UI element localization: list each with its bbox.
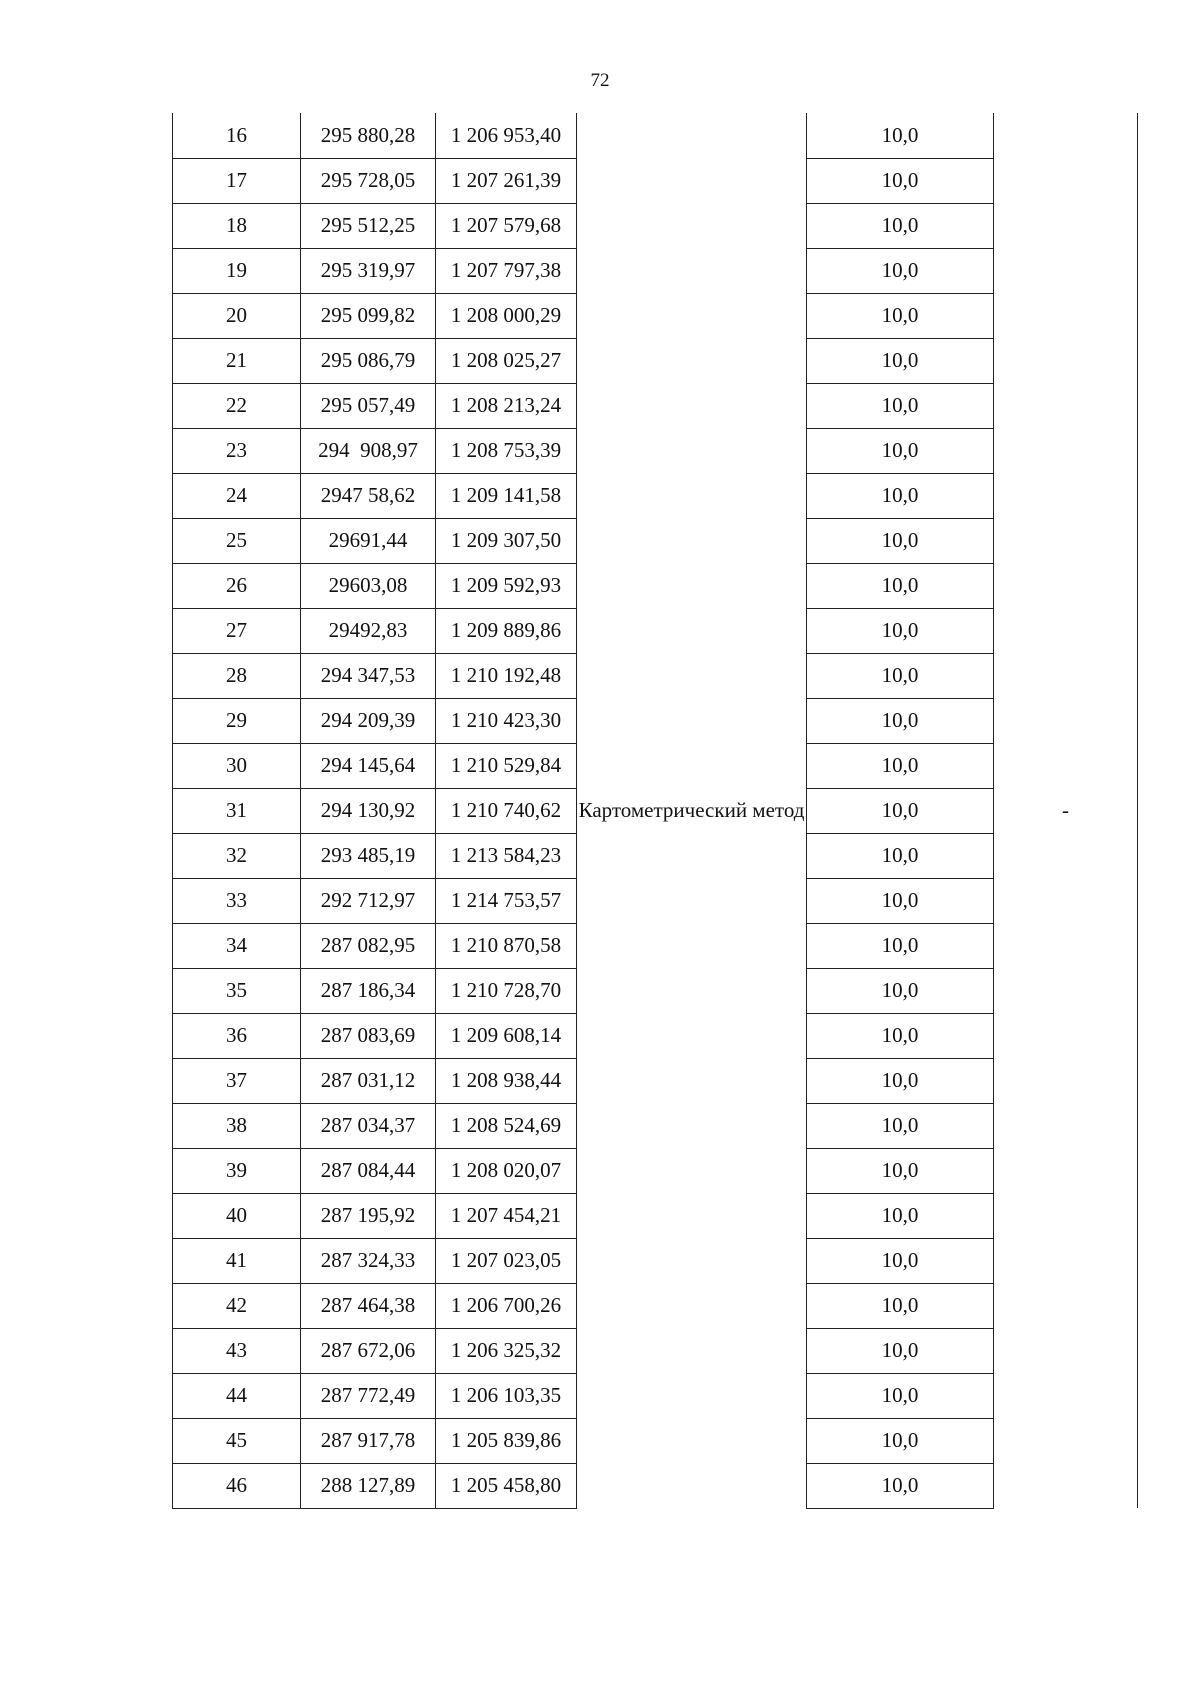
point-number-cell: 41 — [173, 1238, 301, 1283]
x-coordinate-cell: 288 127,89 — [301, 1463, 436, 1508]
precision-cell: 10,0 — [807, 1013, 994, 1058]
precision-cell: 10,0 — [807, 968, 994, 1013]
point-number-cell: 28 — [173, 653, 301, 698]
precision-cell: 10,0 — [807, 1238, 994, 1283]
x-coordinate-cell: 287 034,37 — [301, 1103, 436, 1148]
y-coordinate-cell: 1 207 797,38 — [436, 248, 577, 293]
y-coordinate-cell: 1 213 584,23 — [436, 833, 577, 878]
point-number-cell: 31 — [173, 788, 301, 833]
precision-cell: 10,0 — [807, 1103, 994, 1148]
x-coordinate-cell: 2947 58,62 — [301, 473, 436, 518]
point-number-cell: 42 — [173, 1283, 301, 1328]
y-coordinate-cell: 1 208 524,69 — [436, 1103, 577, 1148]
point-number-cell: 20 — [173, 293, 301, 338]
precision-cell: 10,0 — [807, 1148, 994, 1193]
x-coordinate-cell: 295 099,82 — [301, 293, 436, 338]
point-number-cell: 19 — [173, 248, 301, 293]
y-coordinate-cell: 1 205 839,86 — [436, 1418, 577, 1463]
point-number-cell: 30 — [173, 743, 301, 788]
y-coordinate-cell: 1 209 608,14 — [436, 1013, 577, 1058]
y-coordinate-cell: 1 210 423,30 — [436, 698, 577, 743]
precision-cell: 10,0 — [807, 518, 994, 563]
x-coordinate-cell: 287 083,69 — [301, 1013, 436, 1058]
x-coordinate-cell: 29691,44 — [301, 518, 436, 563]
precision-cell: 10,0 — [807, 698, 994, 743]
point-number-cell: 36 — [173, 1013, 301, 1058]
point-number-cell: 32 — [173, 833, 301, 878]
precision-cell: 10,0 — [807, 473, 994, 518]
precision-cell: 10,0 — [807, 1418, 994, 1463]
precision-cell: 10,0 — [807, 1328, 994, 1373]
x-coordinate-cell: 295 728,05 — [301, 158, 436, 203]
coordinates-table — [172, 113, 1138, 1509]
precision-cell: 10,0 — [807, 563, 994, 608]
point-number-cell: 44 — [173, 1373, 301, 1418]
y-coordinate-cell: 1 209 307,50 — [436, 518, 577, 563]
x-coordinate-cell: 287 082,95 — [301, 923, 436, 968]
x-coordinate-cell: 295 319,97 — [301, 248, 436, 293]
point-number-cell: 35 — [173, 968, 301, 1013]
precision-cell: 10,0 — [807, 833, 994, 878]
x-coordinate-cell: 287 672,06 — [301, 1328, 436, 1373]
x-coordinate-cell: 287 195,92 — [301, 1193, 436, 1238]
point-number-cell: 23 — [173, 428, 301, 473]
y-coordinate-cell: 1 208 213,24 — [436, 383, 577, 428]
point-number-cell: 39 — [173, 1148, 301, 1193]
point-number-cell: 33 — [173, 878, 301, 923]
x-coordinate-cell: 294 145,64 — [301, 743, 436, 788]
x-coordinate-cell: 287 084,44 — [301, 1148, 436, 1193]
y-coordinate-cell: 1 209 889,86 — [436, 608, 577, 653]
point-number-cell: 45 — [173, 1418, 301, 1463]
point-number-cell: 24 — [173, 473, 301, 518]
y-coordinate-cell: 1 205 458,80 — [436, 1463, 577, 1508]
page-number: 72 — [590, 70, 610, 91]
y-coordinate-cell: 1 208 000,29 — [436, 293, 577, 338]
x-coordinate-cell: 293 485,19 — [301, 833, 436, 878]
precision-cell: 10,0 — [807, 1058, 994, 1103]
x-coordinate-cell: 295 880,28 — [301, 113, 436, 158]
y-coordinate-cell: 1 206 953,40 — [436, 113, 577, 158]
point-number-cell: 29 — [173, 698, 301, 743]
y-coordinate-cell: 1 207 454,21 — [436, 1193, 577, 1238]
x-coordinate-cell: 29603,08 — [301, 563, 436, 608]
point-number-cell: 17 — [173, 158, 301, 203]
precision-cell: 10,0 — [807, 878, 994, 923]
precision-cell: 10,0 — [807, 1463, 994, 1508]
precision-cell: 10,0 — [807, 113, 994, 158]
x-coordinate-cell: 295 086,79 — [301, 338, 436, 383]
x-coordinate-cell: 287 186,34 — [301, 968, 436, 1013]
y-coordinate-cell: 1 208 025,27 — [436, 338, 577, 383]
point-number-cell: 22 — [173, 383, 301, 428]
x-coordinate-cell: 287 772,49 — [301, 1373, 436, 1418]
x-coordinate-cell: 295 057,49 — [301, 383, 436, 428]
x-coordinate-cell: 287 917,78 — [301, 1418, 436, 1463]
y-coordinate-cell: 1 207 023,05 — [436, 1238, 577, 1283]
y-coordinate-cell: 1 206 700,26 — [436, 1283, 577, 1328]
precision-cell: 10,0 — [807, 1373, 994, 1418]
precision-cell: 10,0 — [807, 1193, 994, 1238]
x-coordinate-cell: 287 324,33 — [301, 1238, 436, 1283]
point-number-cell: 37 — [173, 1058, 301, 1103]
x-coordinate-cell: 295 512,25 — [301, 203, 436, 248]
y-coordinate-cell: 1 214 753,57 — [436, 878, 577, 923]
y-coordinate-cell: 1 209 141,58 — [436, 473, 577, 518]
y-coordinate-cell: 1 210 192,48 — [436, 653, 577, 698]
y-coordinate-cell: 1 208 020,07 — [436, 1148, 577, 1193]
extra-column-cell: - — [994, 113, 1138, 1508]
point-number-cell: 43 — [173, 1328, 301, 1373]
y-coordinate-cell: 1 210 870,58 — [436, 923, 577, 968]
y-coordinate-cell: 1 209 592,93 — [436, 563, 577, 608]
y-coordinate-cell: 1 210 529,84 — [436, 743, 577, 788]
y-coordinate-cell: 1 207 579,68 — [436, 203, 577, 248]
x-coordinate-cell: 292 712,97 — [301, 878, 436, 923]
precision-cell: 10,0 — [807, 203, 994, 248]
method-cell: Картометрический метод — [578, 798, 805, 822]
precision-cell: 10,0 — [807, 383, 994, 428]
point-number-cell: 21 — [173, 338, 301, 383]
x-coordinate-cell: 294 209,39 — [301, 698, 436, 743]
y-coordinate-cell: 1 208 753,39 — [436, 428, 577, 473]
x-coordinate-cell: 294 908,97 — [301, 428, 436, 473]
y-coordinate-cell: 1 206 103,35 — [436, 1373, 577, 1418]
x-coordinate-cell: 287 031,12 — [301, 1058, 436, 1103]
y-coordinate-cell: 1 208 938,44 — [436, 1058, 577, 1103]
precision-cell: 10,0 — [807, 158, 994, 203]
x-coordinate-cell: 294 347,53 — [301, 653, 436, 698]
point-number-cell: 38 — [173, 1103, 301, 1148]
point-number-cell: 16 — [173, 113, 301, 158]
precision-cell: 10,0 — [807, 293, 994, 338]
x-coordinate-cell: 287 464,38 — [301, 1283, 436, 1328]
y-coordinate-cell: 1 206 325,32 — [436, 1328, 577, 1373]
point-number-cell: 25 — [173, 518, 301, 563]
precision-cell: 10,0 — [807, 1283, 994, 1328]
y-coordinate-cell: 1 207 261,39 — [436, 158, 577, 203]
precision-cell: 10,0 — [807, 923, 994, 968]
point-number-cell: 40 — [173, 1193, 301, 1238]
precision-cell: 10,0 — [807, 248, 994, 293]
point-number-cell: 18 — [173, 203, 301, 248]
x-coordinate-cell: 294 130,92 — [301, 788, 436, 833]
precision-cell: 10,0 — [807, 608, 994, 653]
precision-cell: 10,0 — [807, 338, 994, 383]
precision-cell: 10,0 — [807, 428, 994, 473]
x-coordinate-cell: 29492,83 — [301, 608, 436, 653]
precision-cell: 10,0 — [807, 653, 994, 698]
coordinates-table-body — [173, 113, 1138, 1508]
y-coordinate-cell: 1 210 728,70 — [436, 968, 577, 1013]
table-row — [173, 113, 1138, 158]
precision-cell: 10,0 — [807, 743, 994, 788]
point-number-cell: 46 — [173, 1463, 301, 1508]
point-number-cell: 26 — [173, 563, 301, 608]
y-coordinate-cell: 1 210 740,62 — [436, 788, 577, 833]
precision-cell: 10,0 — [807, 788, 994, 833]
point-number-cell: 27 — [173, 608, 301, 653]
point-number-cell: 34 — [173, 923, 301, 968]
